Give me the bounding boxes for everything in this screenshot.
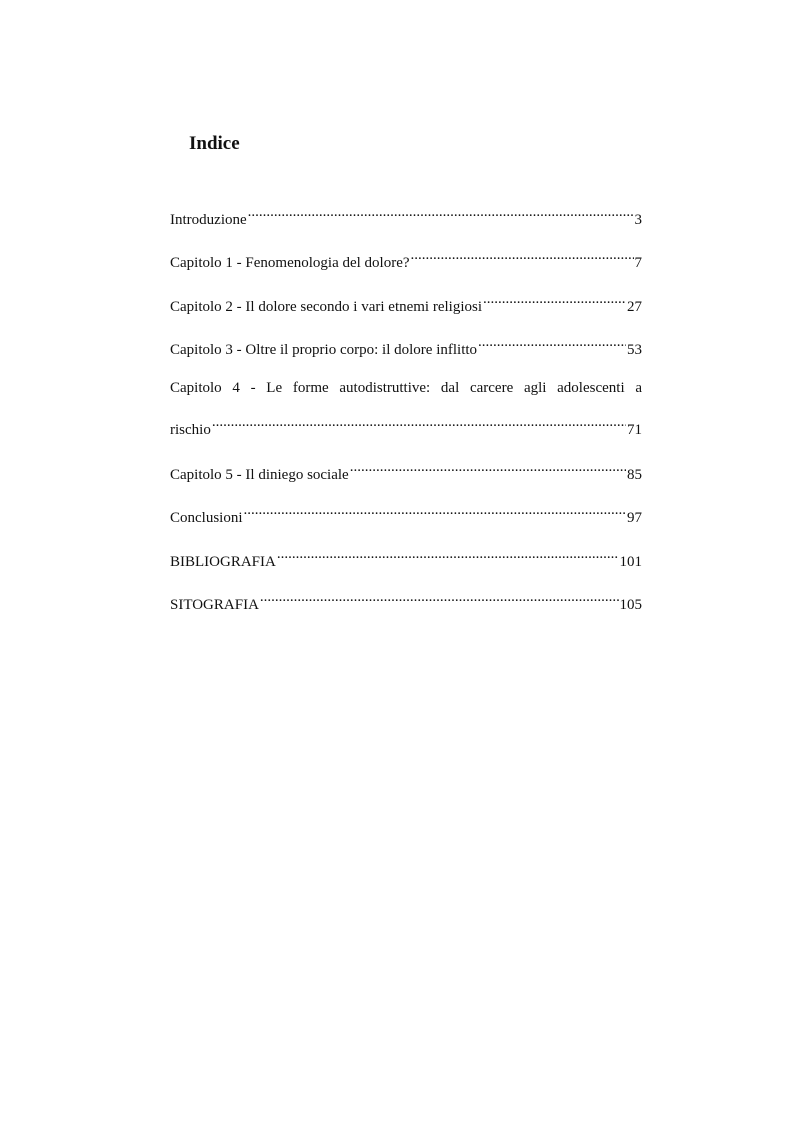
toc-entry-label: SITOGRAFIA xyxy=(170,597,259,613)
toc-entry-label: BIBLIOGRAFIA xyxy=(170,554,276,570)
dot-leader xyxy=(244,498,626,522)
dot-leader xyxy=(478,330,626,354)
dot-leader xyxy=(277,542,619,566)
toc-entry-capitolo-3[interactable] xyxy=(170,330,642,362)
toc-entry-capitolo-1[interactable] xyxy=(170,243,642,275)
toc-entry-page-number: 53 xyxy=(627,342,642,358)
toc-entry-label: Capitolo 2 - Il dolore secondo i vari etnemi religiosi xyxy=(170,299,483,315)
toc-entry-page-number: 7 xyxy=(634,255,642,271)
toc-entry-label: Introduzione xyxy=(170,212,247,228)
dot-leader xyxy=(212,410,626,434)
toc-entry-page-number: 27 xyxy=(627,299,642,315)
dot-leader xyxy=(411,243,634,267)
toc-entry-conclusioni[interactable] xyxy=(170,498,642,530)
toc-entry-page-number: 85 xyxy=(627,467,642,483)
toc-entry-capitolo-2[interactable] xyxy=(170,287,642,319)
toc-entry-label: Conclusioni xyxy=(170,510,243,526)
toc-entry-page-number: 71 xyxy=(627,422,642,438)
toc-entry-bibliografia[interactable] xyxy=(170,542,642,574)
toc-entry-label: Capitolo 3 - Oltre il proprio corpo: il dolore inflitto xyxy=(170,342,478,358)
toc-entry-label: rischio xyxy=(170,422,211,438)
toc-entry-capitolo-4[interactable] xyxy=(170,410,642,442)
toc-entry-capitolo-5[interactable] xyxy=(170,455,642,487)
toc-entry-page-number: 105 xyxy=(619,597,642,613)
toc-entry-label: Capitolo 5 - Il diniego sociale xyxy=(170,467,349,483)
toc-entry-page-number: 101 xyxy=(619,554,642,570)
toc-entry-introduzione[interactable] xyxy=(170,200,642,232)
page-title: Indice xyxy=(189,133,240,154)
toc-entry-capitolo-4-line1[interactable]: Capitolo 4 - Le forme autodistruttive: dal carcere agli adolescenti a xyxy=(170,380,642,396)
toc-entry-page-number: 97 xyxy=(627,510,642,526)
dot-leader xyxy=(483,287,626,311)
dot-leader xyxy=(248,200,634,224)
toc-entry-label: Capitolo 1 - Fenomenologia del dolore? xyxy=(170,255,410,271)
toc-entry-sitografia[interactable] xyxy=(170,585,642,617)
toc-entry-page-number: 3 xyxy=(634,212,642,228)
dot-leader xyxy=(260,585,619,609)
dot-leader xyxy=(350,455,626,479)
